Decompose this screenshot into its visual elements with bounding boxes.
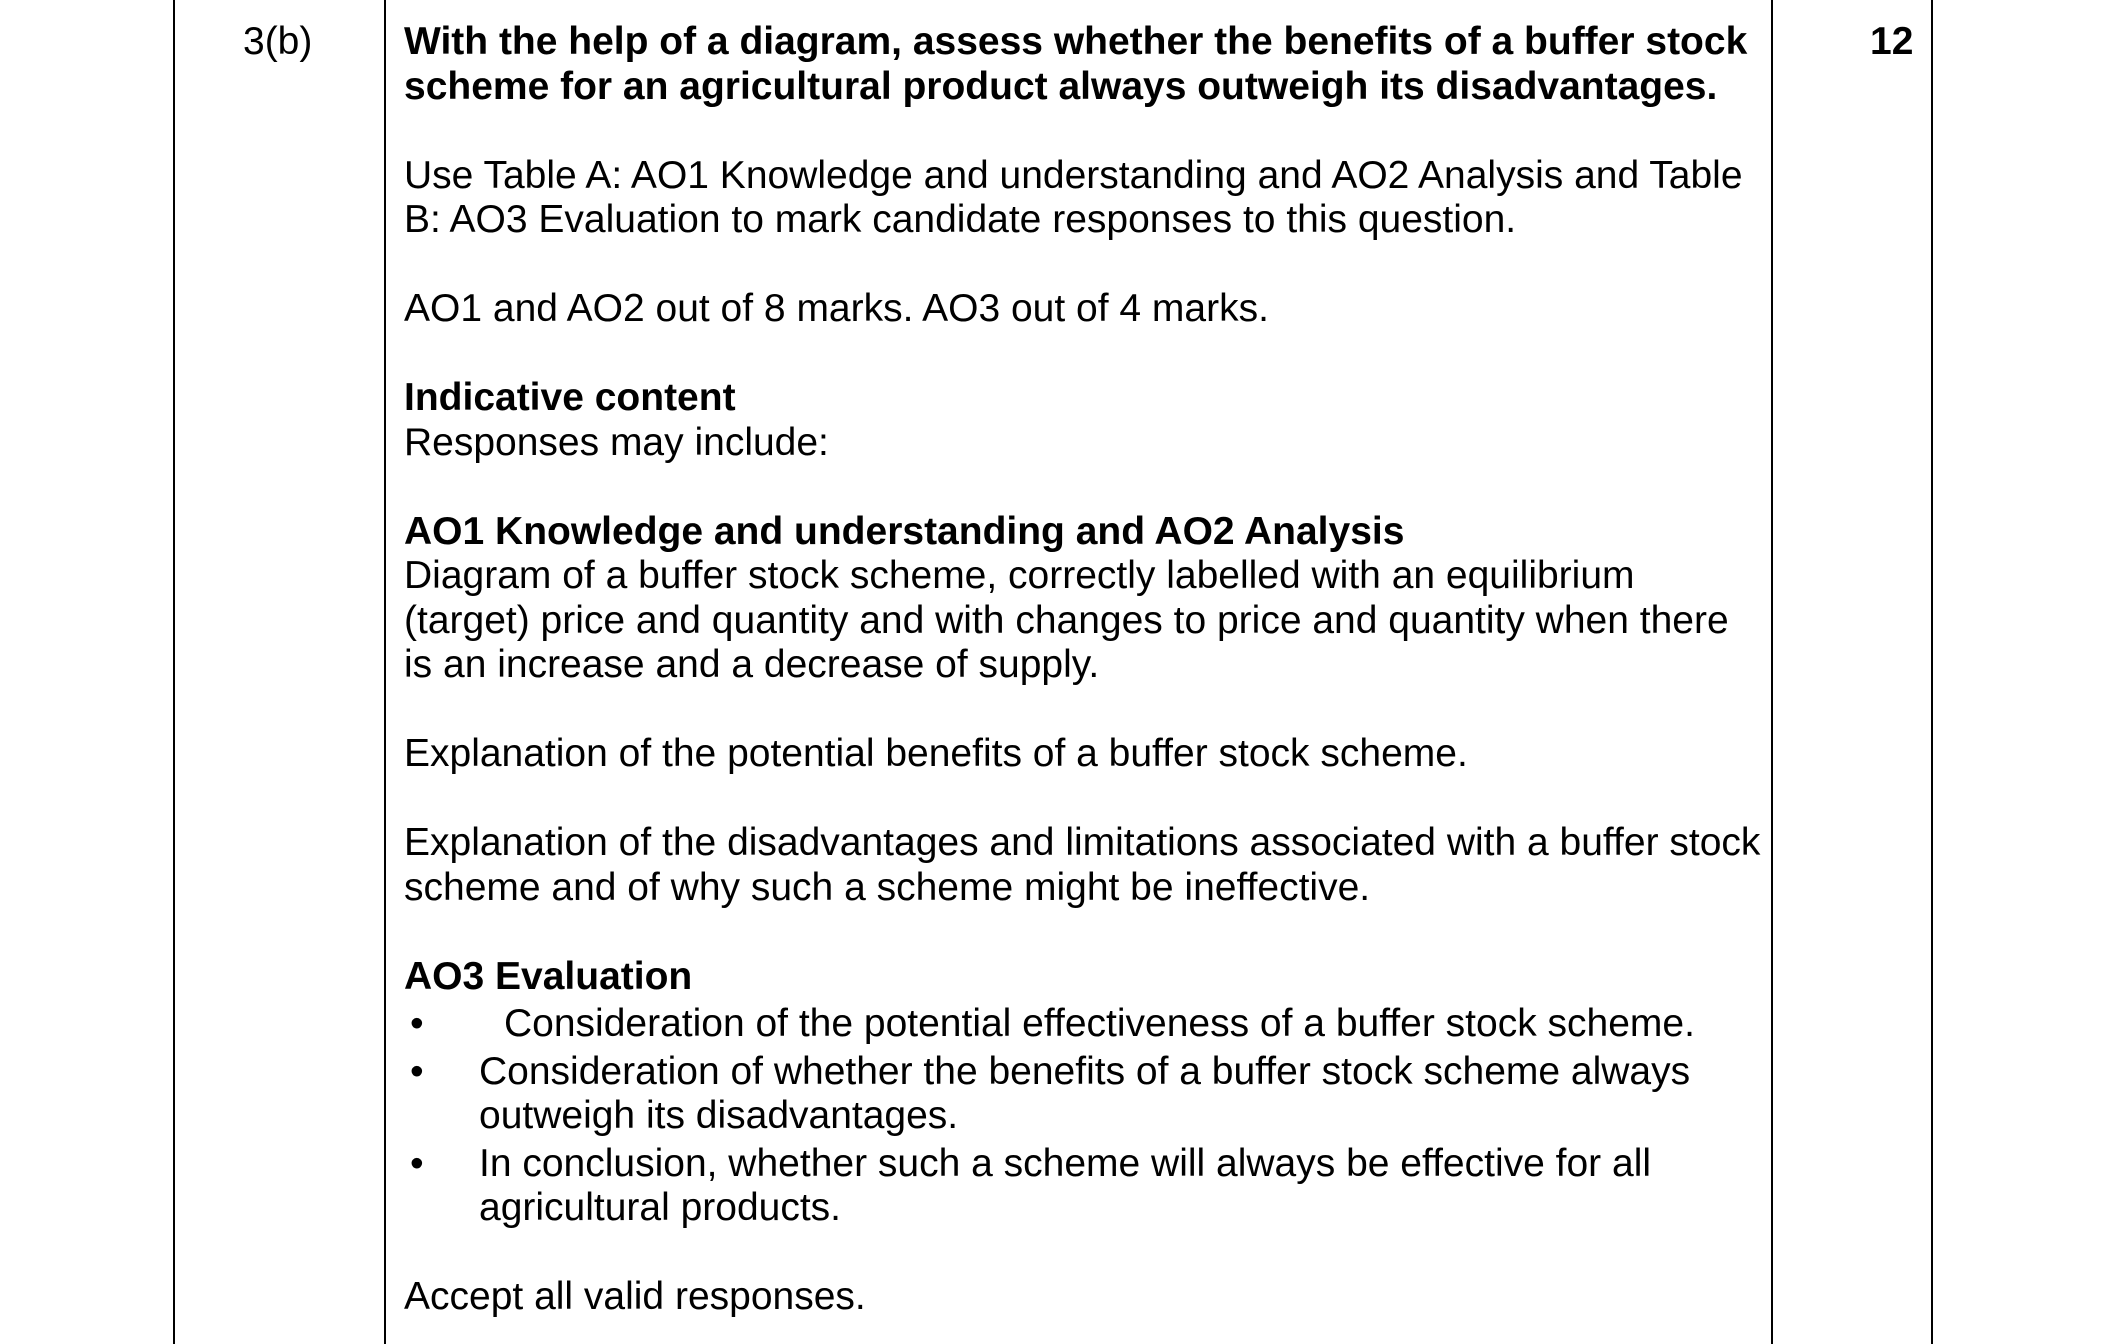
question-title: With the help of a diagram, assess whether the benefits of a buffer stock scheme for an agricultural product always outweigh its disadvantages. bbox=[404, 20, 1748, 108]
bullet-icon: • bbox=[410, 1002, 424, 1045]
ao1-ao2-point: Diagram of a buffer stock scheme, correctly labelled with an equilibrium (target) price and quantity and with changes to price and quantity when there is an increase and a decrease of supply. bbox=[404, 554, 1729, 686]
mark-split: AO1 and AO2 out of 8 marks. AO3 out of 4 marks. bbox=[404, 287, 1269, 330]
ao1-ao2-point: Explanation of the disadvantages and limitations associated with a buffer stock scheme and of why such a scheme might be ineffective. bbox=[404, 821, 1761, 909]
ao3-bullet-list bbox=[404, 1002, 1764, 1231]
table-border-question-col bbox=[384, 0, 386, 1344]
question-marks: 12 bbox=[1870, 20, 1914, 63]
indicative-content-intro: Responses may include: bbox=[404, 420, 829, 464]
closing-note: Accept all valid responses. bbox=[404, 1275, 866, 1318]
answer-guidance bbox=[404, 20, 1764, 1320]
list-item bbox=[404, 1050, 1764, 1139]
ao1-ao2-heading: AO1 Knowledge and understanding and AO2 Analysis bbox=[404, 509, 1405, 553]
bullet-icon: • bbox=[410, 1141, 424, 1185]
list-item bbox=[404, 1002, 1764, 1047]
ao3-heading: AO3 Evaluation bbox=[404, 954, 693, 998]
question-number: 3(b) bbox=[243, 20, 313, 63]
indicative-content-heading: Indicative content bbox=[404, 376, 736, 419]
table-border-left bbox=[173, 0, 175, 1344]
ao3-bullet-text: In conclusion, whether such a scheme will always be effective for all agricultural products. bbox=[479, 1141, 1652, 1229]
table-border-right bbox=[1931, 0, 1933, 1344]
marking-tables-instruction: Use Table A: AO1 Knowledge and understanding and AO2 Analysis and Table B: AO3 Evaluation to mark candidate responses to this question. bbox=[404, 153, 1743, 241]
table-border-marks-col bbox=[1771, 0, 1773, 1344]
ao3-bullet-text: Consideration of whether the benefits of a buffer stock scheme always outweigh its disadvantages. bbox=[479, 1049, 1691, 1137]
ao1-ao2-point: Explanation of the potential benefits of a buffer stock scheme. bbox=[404, 732, 1468, 775]
ao3-bullet-text: Consideration of the potential effectiveness of a buffer stock scheme. bbox=[504, 1002, 1695, 1045]
list-item bbox=[404, 1142, 1764, 1231]
bullet-icon: • bbox=[410, 1049, 424, 1093]
